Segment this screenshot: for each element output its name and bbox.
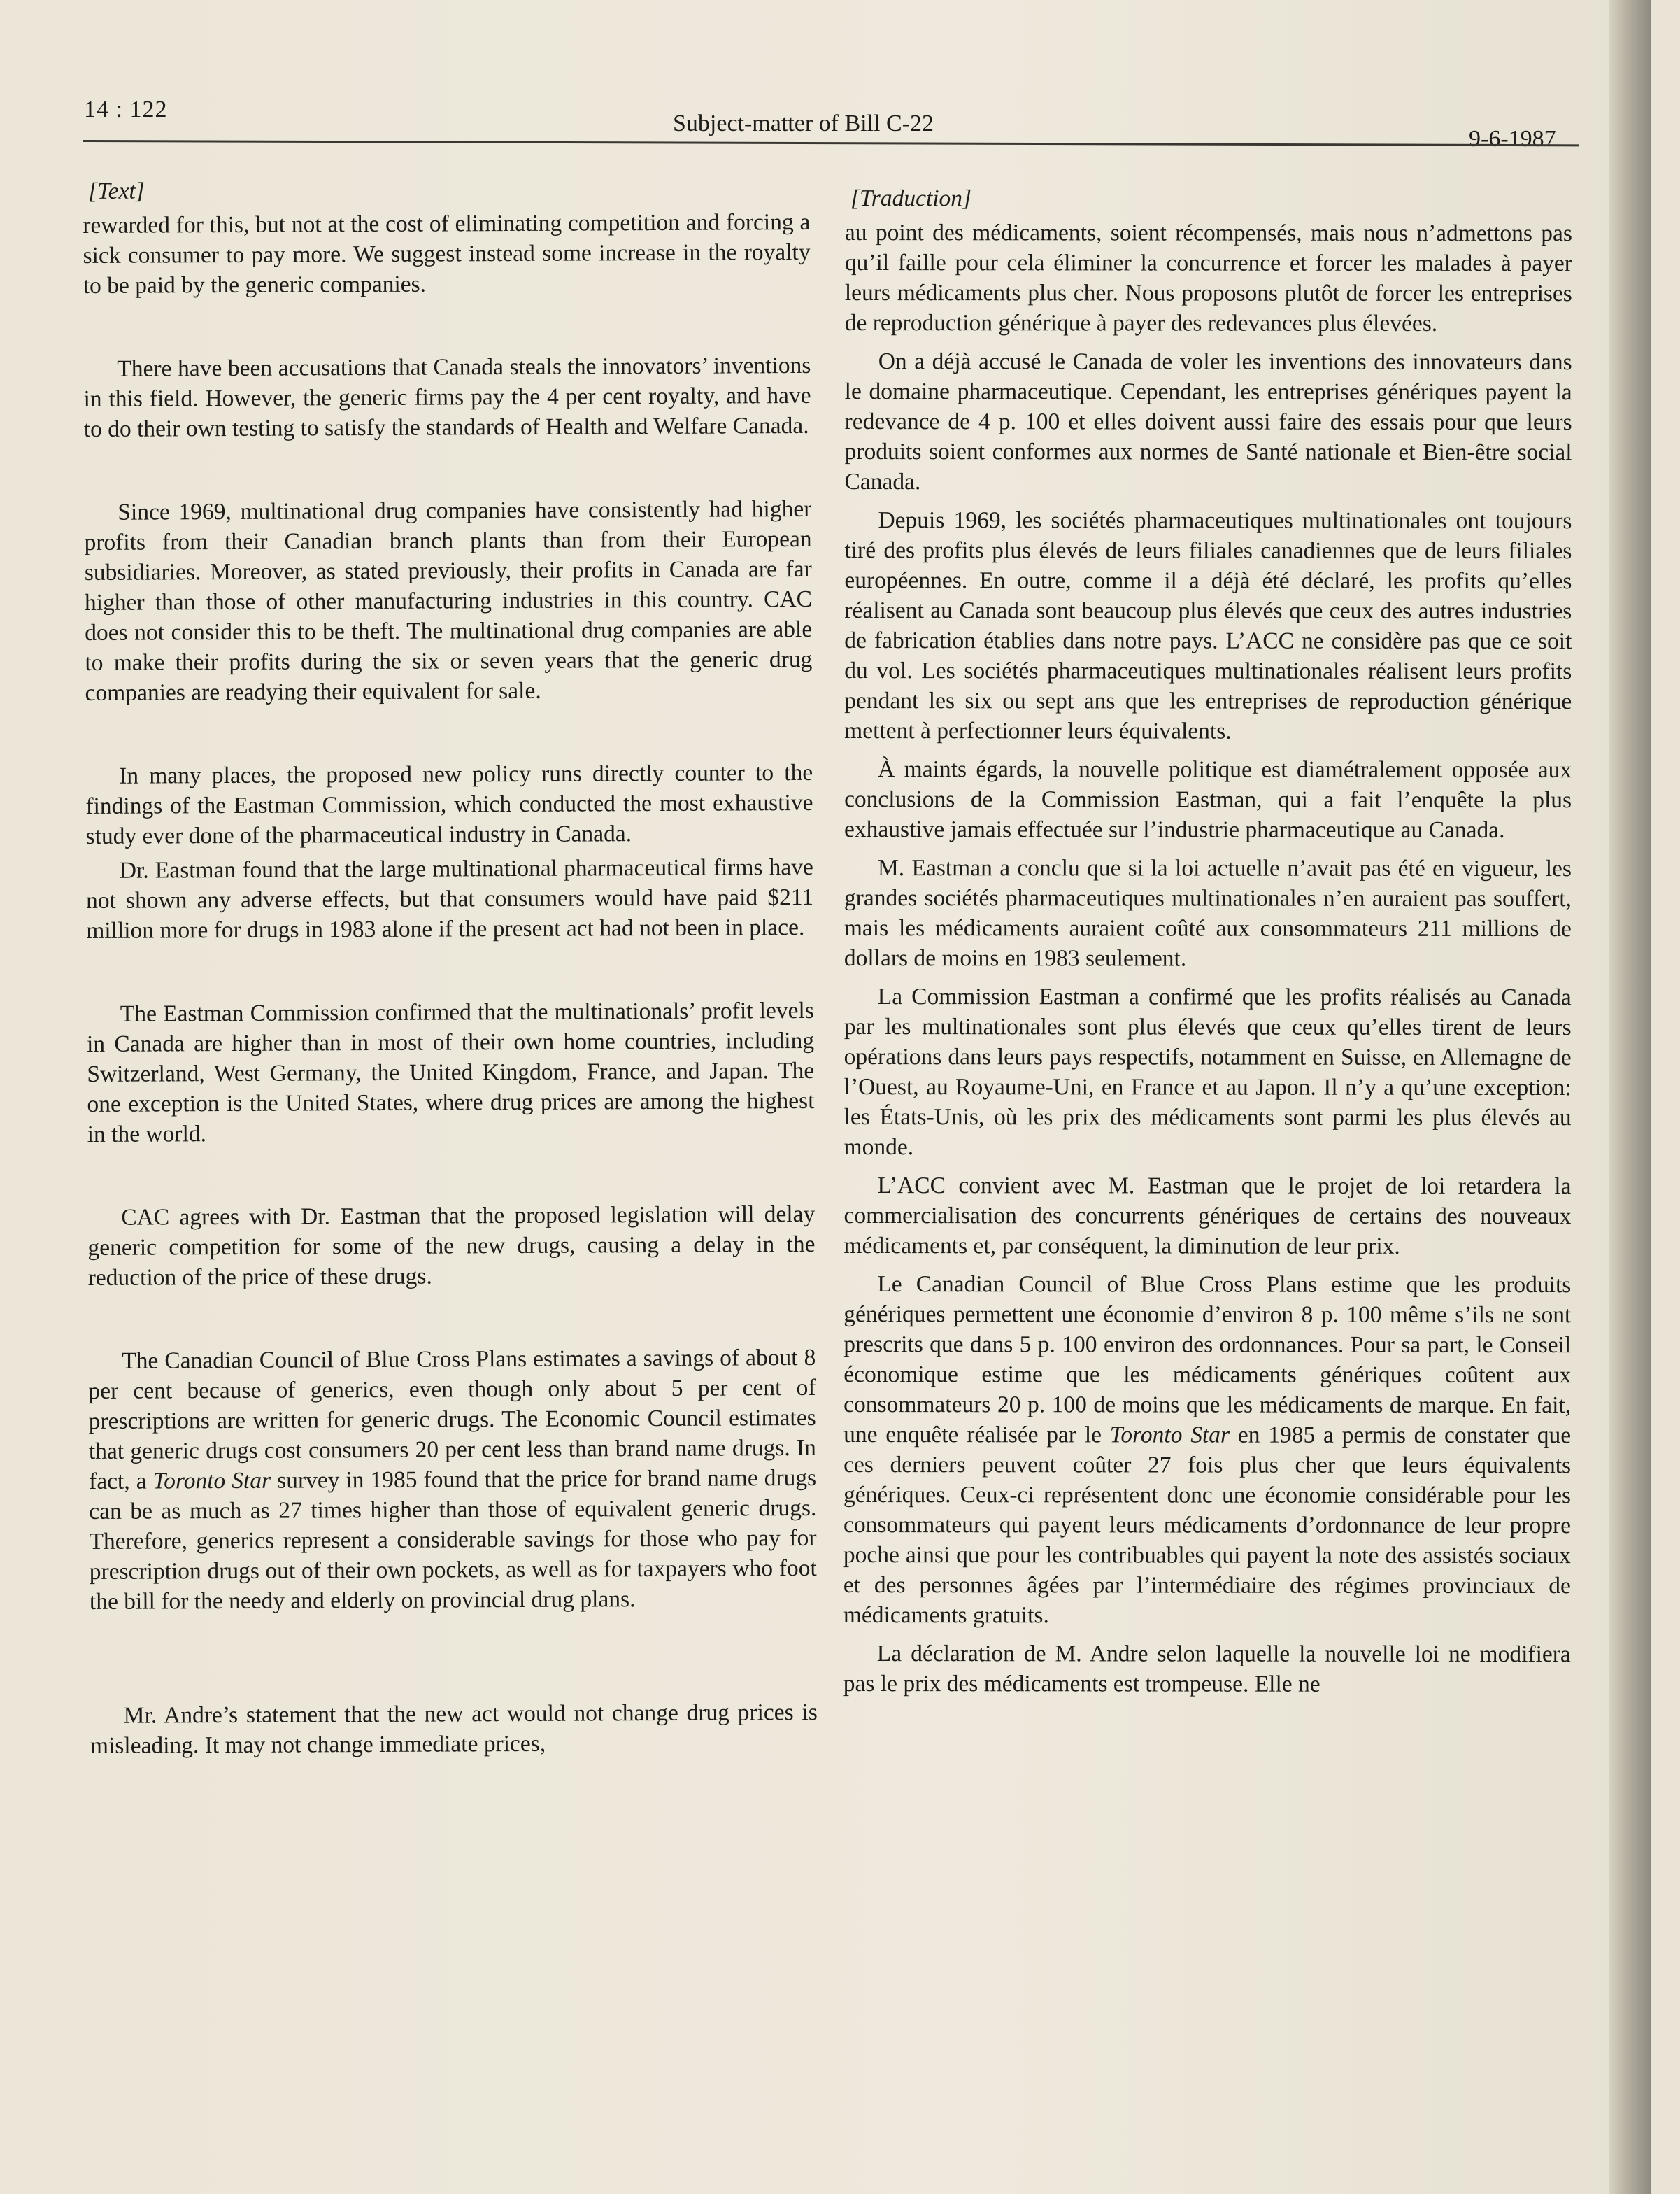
paragraph-part: survey in 1985 found that the price for brand name drugs can be as much as 27 times higher than those of equivalent generic drugs. Therefore, generics represent a considerable savings for those who pay for prescription drugs out of their own pockets, as well as for taxpayers who foot the bill for the needy and elderly on provincial drug plans. [89, 1464, 817, 1615]
column-tag-traduction: [Traduction] [850, 185, 972, 212]
header-rule [83, 140, 1579, 146]
running-title: Subject-matter of Bill C-22 [673, 111, 934, 136]
paragraph [88, 1343, 817, 1617]
paragraph: In many places, the proposed new policy runs directly counter to the findings of the Eastman Commission, which conducted the most exhaustive study ever done of the pharmaceutical industry in Canada. [85, 759, 813, 849]
paragraph-part: The Economic Council estimates that generic drugs cost consumers 20 per cent less than brand name drugs. In fact, a [88, 1404, 816, 1494]
paragraph-part: Le Canadian Council of Blue Cross Plans estime que les produits génériques permettent une économie d’environ 8 p. 100 même s’ils ne sont prescrits que dans 5 p. 100 environ des ordonnances. Pour sa part, le Conseil économique estime que les médicaments génériques coûtent aux consommateurs 20 p. 100 de moins que les médicaments de marque. En fait, une enquête réalisée par le [843, 1271, 1572, 1448]
french-column [843, 183, 1572, 1699]
paragraph: La Commission Eastman a confirmé que les profits réalisés au Canada par les multinationales sont plus élevés que ceux qu’elles tirent de leurs opérations dans leurs pays respectifs, notamment en Suisse, en Allemagne de l’Ouest, au Royaume-Uni, en France et au Japon. Il n’y a qu’une exception: les États-Unis, où les prix des médicaments sont parmi les plus élevés au monde. [843, 984, 1572, 1161]
column-tag-text: [Text] [88, 178, 145, 204]
paragraph: Depuis 1969, les sociétés pharmaceutiques multinationales ont toujours tiré des profits plus élevés de leurs filiales canadiennes que de leurs filiales européennes. En outre, comme il a déjà été déclaré, les profits qu’elles réalisent au Canada sont beaucoup plus élevés que ceux des autres industries de fabrication établies dans notre pays. L’ACC ne considère pas que ce soit du vol. Les sociétés pharmaceutiques multinationales réalisent leurs profits pendant les six ou sept ans que les entreprises de reproduction générique mettent à perfectionner leurs équivalents. [844, 507, 1572, 744]
paragraph: The Eastman Commission confirmed that the multinationals’ profit levels in Canada are higher than in most of their own home countries, including Switzerland, West Germany, the United Kingdom, France, and Japan. The one exception is the United States, where drug prices are among the highest in the world. [86, 997, 815, 1147]
paragraph: Mr. Andre’s statement that the new act would not change drug prices is misleading. It may not change immediate prices, [90, 1699, 818, 1759]
paragraph [843, 1269, 1572, 1631]
publication-name: Toronto Star [152, 1467, 271, 1494]
paragraph: La déclaration de M. Andre selon laquelle la nouvelle loi ne modifiera pas le prix des médicaments est trompeuse. Elle ne [843, 1641, 1571, 1697]
page-header [0, 0, 1651, 154]
paragraph: M. Eastman a conclu que si la loi actuelle n’avait pas été en vigueur, les grandes sociétés pharmaceutiques multinationales n’en auraient pas souffert, mais les médicaments auraient coûté aux consommateurs 211 millions de dollars de moins en 1983 seulement. [843, 855, 1572, 972]
paragraph: À maints égards, la nouvelle politique est diamétralement opposée aux conclusions de la Commission Eastman, qui a fait l’enquête la plus exhaustive jamais effectuée sur l’industrie pharmaceutique au Canada. [844, 756, 1572, 843]
paragraph-part: The Canadian Council of Blue Cross Plans estimates a savings of about 8 per cent because of generics, even though only about 5 per cent of prescriptions are written for generic drugs. [88, 1344, 816, 1434]
paragraph: rewarded for this, but not at the cost of eliminating competition and forcing a sick consumer to pay more. We suggest instead some increase in the royalty to be paid by the generic companies. [83, 208, 811, 299]
paragraph: L’ACC convient avec M. Eastman que le projet de loi retardera la commercialisation des concurrents génériques de certains des nouveaux médicaments et, par conséquent, la diminution de leur prix. [843, 1173, 1572, 1259]
paragraph: On a déjà accusé le Canada de voler les inventions des innovateurs dans le domaine pharmaceutique. Cependant, les entreprises génériques payent la redevance de 4 p. 100 et elles doivent aussi faire des essais pour que leurs produits soient conformes aux normes de Santé nationale et Bien-être social Canada. [844, 348, 1572, 495]
paragraph: There have been accusations that Canada steals the innovators’ inventions in this field. However, the generic firms pay the 4 per cent royalty, and have to do their own testing to satisfy the standards of Health and Welfare Canada. [83, 352, 811, 442]
header-date: 9-6-1987 [1469, 126, 1556, 152]
folio: 14 : 122 [84, 97, 168, 122]
binding-edge [1609, 0, 1651, 2194]
paragraph: au point des médicaments, soient récompensés, mais nous n’admettons pas qu’il faille pour cela éliminer la concurrence et forcer les malades à payer leurs médicaments plus cher. Nous proposons plutôt de forcer les entreprises de reproduction générique à payer des redevances plus élevées. [844, 219, 1572, 337]
publication-name: Toronto Star [1109, 1422, 1230, 1448]
paragraph-part: en 1985 a permis de constater que ces derniers peuvent coûter 27 fois plus cher que leurs équivalents génériques. Ceux-ci représentent donc une économie considérable pour les consommateurs qui payent leurs médicaments d’ordonnance de leur propre poche ainsi que pour les contribuables qui payent la note des assistés sociaux et des personnes âgées par l’intermédiaire des régimes provinciaux de médicaments gratuits. [843, 1422, 1572, 1629]
paragraph: Dr. Eastman found that the large multinational pharmaceutical firms have not shown any adverse effects, but that consumers would have paid $211 million more for drugs in 1983 alone if the present act had not been in place. [85, 854, 814, 944]
paragraph: CAC agrees with Dr. Eastman that the proposed legislation will delay generic competition for some of the new drugs, causing a delay in the reduction of the price of these drugs. [87, 1201, 816, 1291]
paragraph: Since 1969, multinational drug companies have consistently had higher profits from their Canadian branch plants than from their European subsidiaries. Moreover, as stated previously, their profits in Canada are far higher than those of other manufacturing industries in this country. CAC does not consider this to be theft. The multinational drug companies are able to make their profits during the six or seven years that the generic drug companies are readying their equivalent for sale. [84, 495, 813, 706]
english-column [83, 173, 818, 1761]
